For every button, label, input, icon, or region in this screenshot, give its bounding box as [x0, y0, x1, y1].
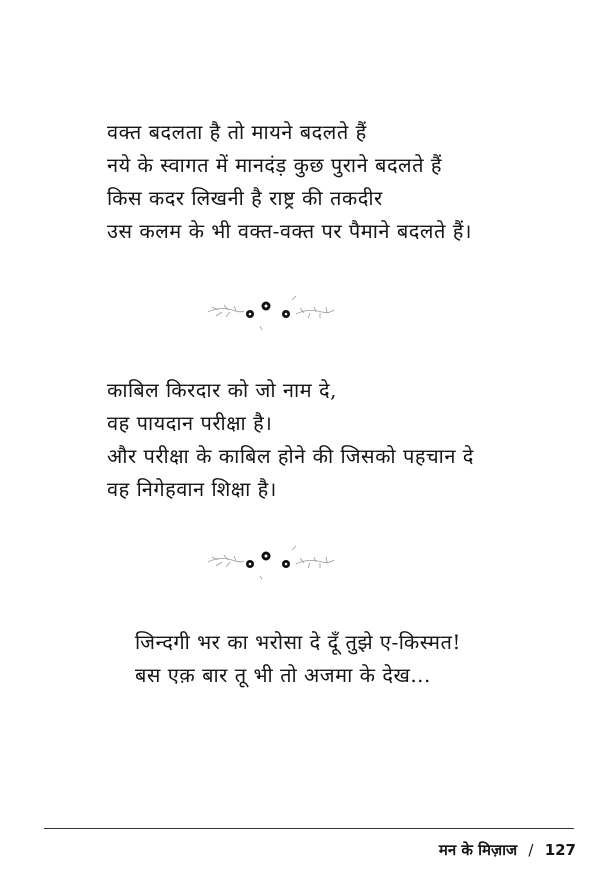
poem-line: काबिल किरदार को जो नाम दे, — [107, 378, 337, 402]
footer-rule — [44, 828, 574, 829]
floral-divider-icon — [200, 540, 340, 580]
poem-line: बस एक़ बार तू भी तो अजमा के देख... — [135, 663, 431, 687]
page-number: 127 — [544, 841, 576, 859]
poem-line: वह पायदान परीक्षा है। — [107, 411, 273, 435]
poem-line: और परीक्षा के काबिल होने की जिसको पहचान दे — [107, 444, 474, 468]
poem-line: वक्त बदलता है तो मायने बदलते हैं — [107, 120, 367, 144]
stanza-3 — [135, 626, 461, 692]
page-footer — [439, 840, 576, 860]
poem-line: उस कलम के भी वक्त-वक्त पर पैमाने बदलते हैं। — [107, 219, 472, 243]
stanza-2 — [107, 374, 474, 506]
poem-line: जिन्दगी भर का भरोसा दे दूँ तुझे ए-किस्मत! — [135, 630, 461, 654]
poem-line: नये के स्वागत में मानदंड़ कुछ पुराने बदलते हैं — [107, 153, 442, 177]
poem-line: किस कदर लिखनी है राष्ट्र की तकदीर — [107, 186, 383, 210]
footer-separator: / — [528, 841, 534, 859]
floral-divider-icon — [200, 292, 340, 332]
poem-line: वह निगेहवान शिक्षा है। — [107, 477, 277, 501]
stanza-1 — [107, 116, 472, 248]
book-title: मन के मिज़ाज — [438, 841, 518, 859]
